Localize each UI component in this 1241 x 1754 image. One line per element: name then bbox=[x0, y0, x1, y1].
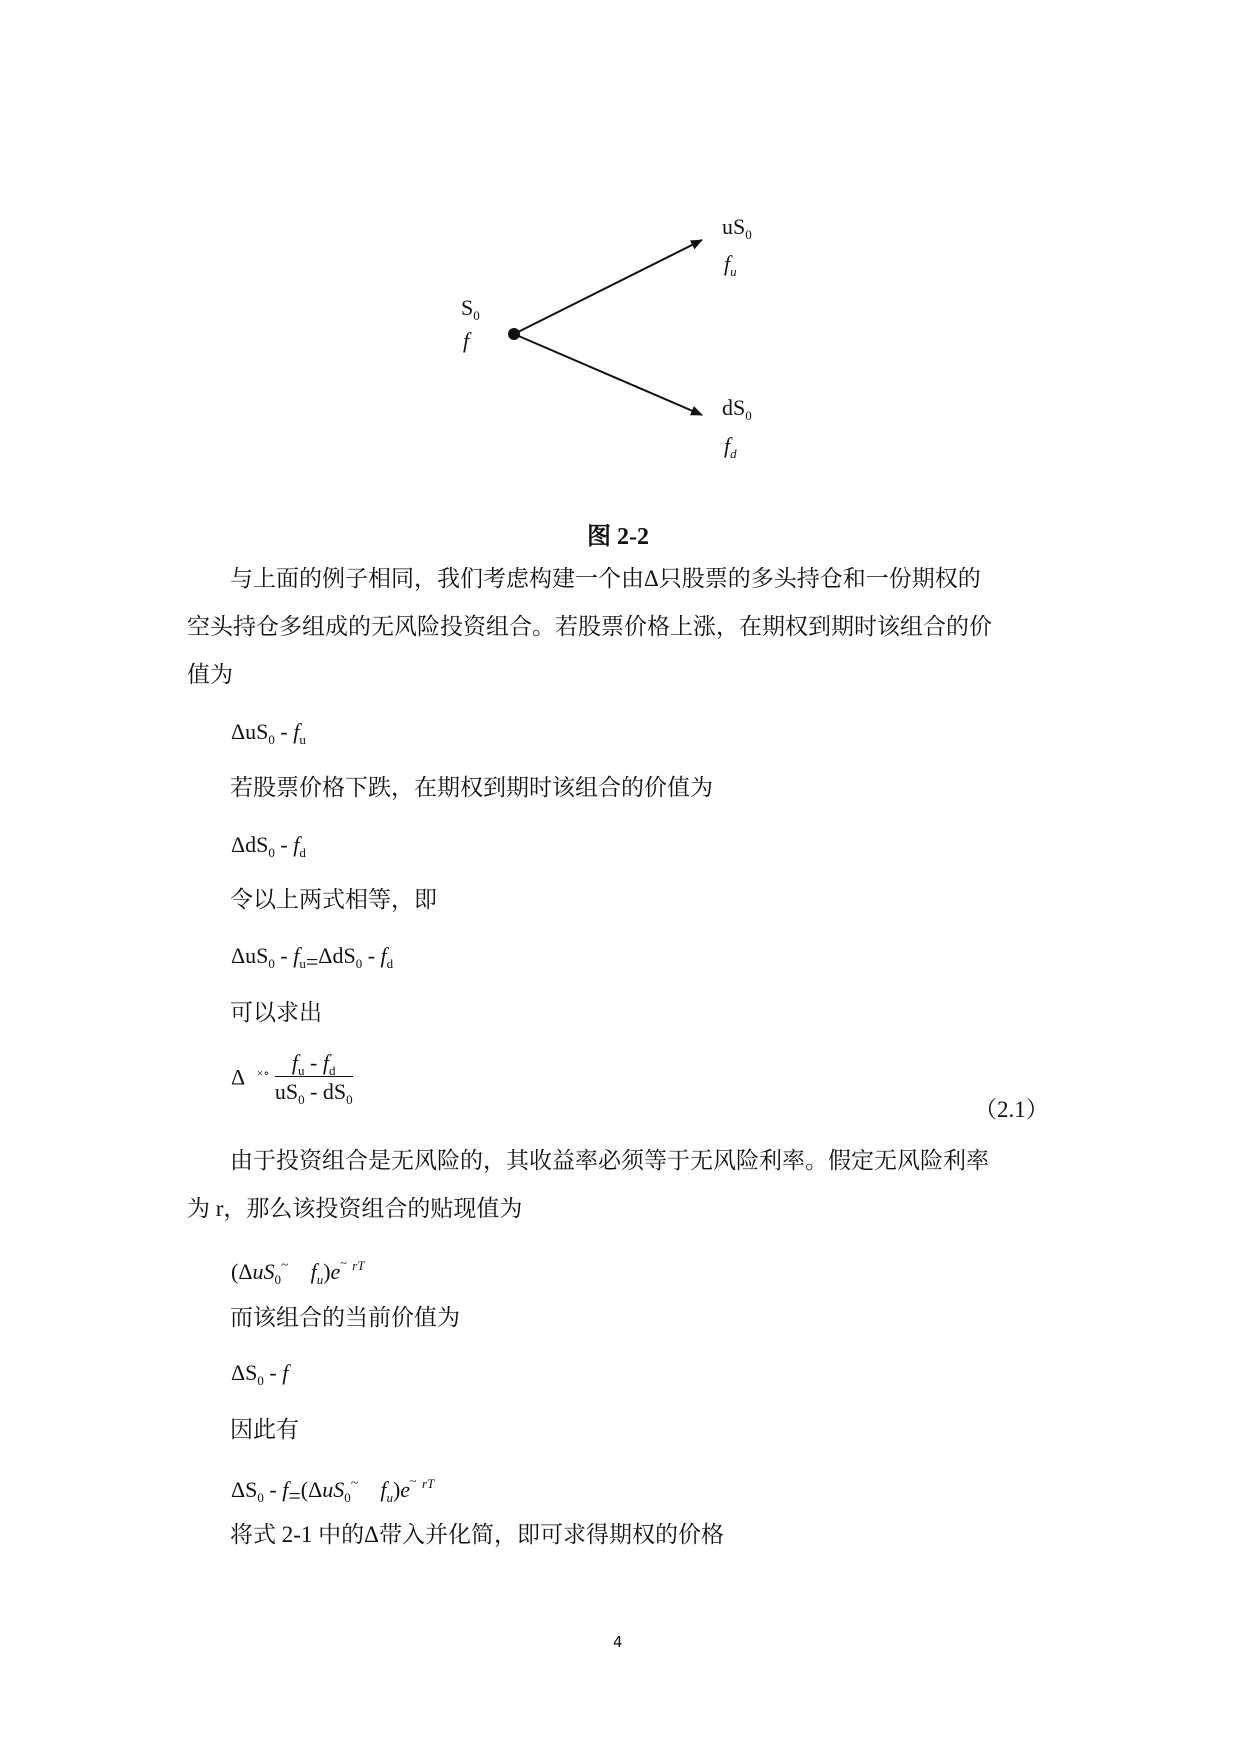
equation-current-value: $\Delta S_0$ - f bbox=[231, 1360, 289, 1388]
equation-delta: Δ ×∘ $\frac{f_u - f_d}{uS_0 - dS_0}$ bbox=[231, 1050, 353, 1107]
paragraph-2: 若股票价格下跌，在期权到期时该组合的价值为 bbox=[230, 775, 713, 800]
root-node-label: $S_0$ bbox=[461, 295, 480, 323]
up-node-label: $uS_0$ bbox=[722, 214, 752, 242]
figure-caption: 图 2-2 bbox=[587, 524, 649, 550]
paragraph-1-line-1: 与上面的例子相同，我们考虑构建一个由Δ只股票的多头持仓和一份期权的 bbox=[230, 566, 981, 591]
equation-number: （2.1） bbox=[974, 1097, 1049, 1122]
equation-equate: $\Delta uS_0 - f_u=\Delta dS_0 - f_d$ bbox=[231, 943, 394, 974]
down-node-value: $f_d$ bbox=[724, 433, 737, 461]
equation-down-value: $\Delta dS_0 - f_d$ bbox=[231, 832, 306, 860]
equation-equality: $\Delta S_0 - f=(\Delta uS_0^\sim$ $f_u)e^\sim$ $^{rT}$ bbox=[231, 1474, 435, 1508]
paragraph-7: 因此有 bbox=[230, 1417, 299, 1442]
paragraph-4: 可以求出 bbox=[230, 1000, 322, 1025]
root-node-dot bbox=[508, 328, 520, 340]
paragraph-6: 而该组合的当前价值为 bbox=[230, 1305, 460, 1330]
paragraph-8: 将式 2-1 中的Δ带入并化简，即可求得期权的价格 bbox=[230, 1522, 724, 1547]
paragraph-5-line-2: 为 r，那么该投资组合的贴现值为 bbox=[187, 1196, 523, 1221]
paragraph-5-line-1: 由于投资组合是无风险的，其收益率必须等于无风险利率。假定无风险利率 bbox=[230, 1148, 989, 1173]
paragraph-1-line-3: 值为 bbox=[187, 662, 233, 687]
root-node-value: f bbox=[463, 328, 470, 353]
page-number: 4 bbox=[613, 1633, 623, 1651]
paragraph-3: 令以上两式相等，即 bbox=[230, 887, 437, 912]
up-node-value: $f_u$ bbox=[724, 251, 737, 279]
down-node-label: $dS_0$ bbox=[722, 395, 752, 423]
equation-up-value: $\Delta uS_0 - f_u$ bbox=[231, 719, 306, 747]
up-branch-arrow bbox=[514, 240, 702, 334]
down-branch-arrow bbox=[514, 334, 702, 415]
equation-discounted-value: (ΔuS$_0$~ $f_u)e^\sim$ $^{rT}$ bbox=[231, 1256, 365, 1287]
binomial-tree-arrows bbox=[0, 0, 1241, 480]
delta-fraction: $\frac{f_u - f_d}{uS_0 - dS_0}$ bbox=[274, 1050, 353, 1107]
paragraph-1-line-2: 空头持仓多组成的无风险投资组合。若股票价格上涨，在期权到期时该组合的价 bbox=[187, 614, 992, 639]
